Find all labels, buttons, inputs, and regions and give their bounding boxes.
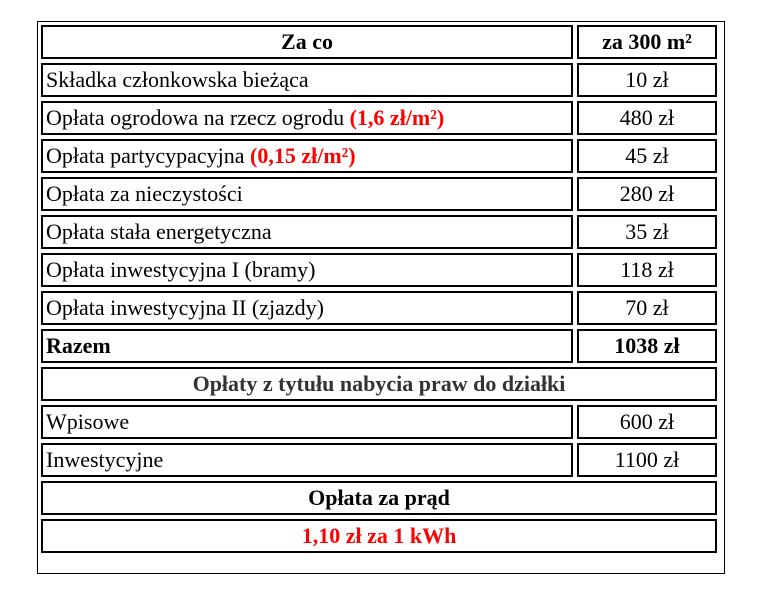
row-label-text: Opłata inwestycyjna I (bramy) xyxy=(46,257,316,282)
acquisition-title: Opłaty z tytułu nabycia praw do działki xyxy=(41,367,717,401)
table-row xyxy=(41,253,717,287)
table-row xyxy=(41,177,717,211)
table-row xyxy=(41,443,717,477)
row-amount: 1100 zł xyxy=(577,443,717,477)
row-label xyxy=(41,177,573,211)
header-amount: za 300 m² xyxy=(577,25,717,59)
row-label: Inwestycyjne xyxy=(41,443,573,477)
row-amount: 70 zł xyxy=(577,291,717,325)
row-label-text: Opłata ogrodowa na rzecz ogrodu xyxy=(46,105,350,130)
row-label xyxy=(41,63,573,97)
row-amount: 118 zł xyxy=(577,253,717,287)
electricity-title: Opłata za prąd xyxy=(41,481,717,515)
table-row xyxy=(41,405,717,439)
electricity-rate: 1,10 zł za 1 kWh xyxy=(41,519,717,553)
row-label-text: Opłata stała energetyczna xyxy=(46,219,272,244)
rate-note: (0,15 zł/m²) xyxy=(250,143,356,168)
acquisition-section-row xyxy=(41,367,717,401)
table-header-row xyxy=(41,25,717,59)
row-amount: 600 zł xyxy=(577,405,717,439)
row-amount: 10 zł xyxy=(577,63,717,97)
row-label xyxy=(41,215,573,249)
total-amount: 1038 zł xyxy=(577,329,717,363)
rate-note: (1,6 zł/m²) xyxy=(349,105,445,130)
table-row xyxy=(41,139,717,173)
header-what: Za co xyxy=(41,25,573,59)
fees-table xyxy=(37,21,721,557)
row-label-text: Opłata partycypacyjna xyxy=(46,143,251,168)
row-amount: 480 zł xyxy=(577,101,717,135)
row-label-text: Opłata inwestycyjna II (zjazdy) xyxy=(46,295,324,320)
row-label xyxy=(41,253,573,287)
total-label: Razem xyxy=(41,329,573,363)
electricity-section-row xyxy=(41,481,717,515)
row-label xyxy=(41,291,573,325)
table-row xyxy=(41,63,717,97)
row-label xyxy=(41,101,573,135)
row-label: Wpisowe xyxy=(41,405,573,439)
total-row xyxy=(41,329,717,363)
row-amount: 35 zł xyxy=(577,215,717,249)
row-label xyxy=(41,139,573,173)
table-row xyxy=(41,101,717,135)
row-label-text: Opłata za nieczystości xyxy=(46,181,243,206)
row-amount: 45 zł xyxy=(577,139,717,173)
table-row xyxy=(41,291,717,325)
electricity-rate-row xyxy=(41,519,717,553)
table-row xyxy=(41,215,717,249)
row-amount: 280 zł xyxy=(577,177,717,211)
row-label-text: Składka członkowska bieżąca xyxy=(46,67,309,92)
